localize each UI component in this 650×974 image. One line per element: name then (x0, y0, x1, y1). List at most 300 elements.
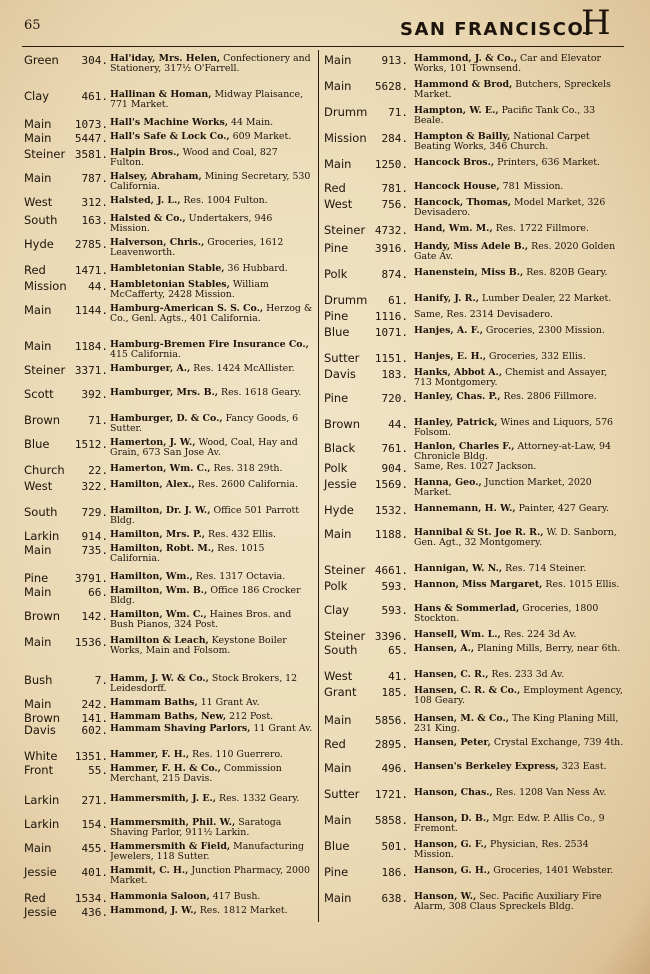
listing-description: Wood, Coal, Hay and Grain, 673 San Jose Av. (110, 438, 298, 459)
phone-number: 5856. (374, 714, 408, 727)
phone-number: 904. (381, 462, 408, 475)
exchange-name: Main (324, 53, 352, 67)
listing-description: Res. 2806 Fillmore. (500, 392, 597, 402)
listing-text (110, 196, 314, 206)
listing-text (414, 604, 624, 625)
phone-number: 1184. (74, 340, 108, 353)
phone-number: 65. (388, 644, 408, 657)
exchange-name: Larkin (24, 529, 60, 543)
exchange-name: Main (24, 543, 52, 557)
phone-number: 61. (388, 294, 408, 307)
listing-name: Hanjes, A. F., (414, 326, 483, 336)
phone-number: 271. (81, 794, 108, 807)
listing-description: Keystone Boiler Works, Main and Folsom. (110, 636, 287, 657)
phone-number: 44. (388, 418, 408, 431)
phone-number: 4732. (374, 224, 408, 237)
exchange-name: Sutter (324, 351, 360, 365)
phone-number: 186. (381, 866, 408, 879)
listing-name: Halsted & Co., (110, 214, 186, 224)
phone-number: 1534. (74, 892, 108, 905)
listing-description: Res. 224 3d Av. (500, 630, 577, 640)
exchange-name: Larkin (24, 817, 60, 831)
listing-text (414, 418, 624, 439)
phone-number: 401. (81, 866, 108, 879)
phone-number: 183. (381, 368, 408, 381)
listing-name: Hamerton, Wm. C., (110, 464, 211, 474)
listing-name: Hammersmith & Field, (110, 842, 231, 852)
listing-text (110, 636, 314, 657)
listing-name: Hannemann, H. W., (414, 504, 516, 514)
listing-text (414, 268, 624, 278)
listing-text (110, 892, 314, 902)
listing-name: Hamburg-Bremen Fire Insurance Co., (110, 340, 309, 350)
listing-text (414, 738, 624, 748)
listing-name: Hammersmith, J. E., (110, 794, 217, 804)
phone-number: 304. (81, 54, 108, 67)
listing-name: Hanify, J. R., (414, 294, 479, 304)
exchange-name: Red (324, 181, 346, 195)
phone-number: 756. (381, 198, 408, 211)
exchange-name: Brown (24, 413, 61, 427)
listing-description: Car and Elevator Works, 101 Townsend. (414, 54, 601, 75)
exchange-name: Brown (324, 417, 361, 431)
exchange-name: Front (24, 763, 54, 777)
exchange-name: Mission (324, 131, 367, 145)
listing-name: Hamilton & Leach, (110, 636, 209, 646)
phone-number: 1188. (374, 528, 408, 541)
phone-number: 787. (81, 172, 108, 185)
listing-description: Commission Merchant, 215 Davis. (110, 764, 282, 785)
listing-text (110, 610, 314, 631)
exchange-name: Main (324, 891, 352, 905)
listing-description: Res. 1424 McAllister. (190, 364, 295, 374)
listing-description: Res. 2020 Golden Gate Av. (414, 242, 616, 263)
phone-number: 1721. (374, 788, 408, 801)
listing-name: Hamburger, Mrs. B., (110, 388, 219, 398)
phone-number: 142. (81, 610, 108, 623)
exchange-name: Jessie (324, 477, 357, 491)
listing-description: Lumber Dealer, 22 Market. (478, 294, 612, 304)
phone-number: 455. (81, 842, 108, 855)
exchange-name: Church (24, 463, 65, 477)
exchange-name: Davis (324, 367, 356, 381)
phone-number: 185. (381, 686, 408, 699)
phone-number: 602. (81, 724, 108, 737)
listing-text (414, 392, 624, 402)
listing-description: Junction Market, 2020 Market. (414, 478, 592, 499)
phone-number: 729. (81, 506, 108, 519)
listing-description: Manufacturing Jewelers, 118 Sutter. (110, 842, 305, 863)
listing-name: Hans & Sommerlad, (414, 604, 520, 614)
phone-number: 3791. (74, 572, 108, 585)
listing-name: Hamilton, Wm. B., (110, 586, 208, 596)
exchange-name: Davis (24, 723, 56, 737)
listing-description: Model Market, 326 Devisadero. (414, 198, 606, 219)
phone-number: 2785. (74, 238, 108, 251)
listing-description: Res. 1812 Market. (196, 906, 288, 916)
listing-name: Hanlon, Charles F., (414, 442, 515, 452)
listing-text (110, 280, 314, 301)
listing-text (110, 572, 314, 582)
listing-text (414, 840, 624, 861)
listing-description: Res. 233 3d Av. (488, 670, 565, 680)
listing-description: Mining Secretary, 530 California. (110, 172, 311, 193)
listing-name: Hanks, Abbot A., (414, 368, 503, 378)
listing-text (414, 564, 624, 574)
listing-description: Res. 318 29th. (210, 464, 283, 474)
listing-description: Undertakers, 946 Mission. (110, 214, 273, 235)
listing-description: Butchers, Spreckels Market. (414, 80, 611, 101)
listing-text (414, 442, 624, 463)
listing-name: Hansen, M. & Co., (414, 714, 510, 724)
listing-description: Saratoga Shaving Parlor, 911½ Larkin. (110, 818, 282, 839)
exchange-name: Polk (324, 579, 348, 593)
page-header (0, 0, 650, 48)
listing-text (414, 106, 624, 127)
listing-name: Hancock House, (414, 182, 500, 192)
exchange-name: Pine (324, 241, 349, 255)
listing-description: Res. 1618 Geary. (218, 388, 302, 398)
listing-name: Halsted, J. L., (110, 196, 181, 206)
exchange-name: Main (324, 813, 352, 827)
listing-text (414, 198, 624, 219)
listing-text (414, 326, 624, 336)
exchange-name: West (24, 479, 53, 493)
listing-description: 11 Grant Av. (250, 724, 313, 734)
listing-name: Hammam Baths, New, (110, 712, 227, 722)
listing-text (110, 54, 314, 75)
phone-number: 1116. (374, 310, 408, 323)
listing-description: Groceries, 1612 Leavenworth. (110, 238, 284, 259)
listing-description: 11 Grant Av. (197, 698, 260, 708)
listing-name: Hannibal & St. Joe R. R., (414, 528, 544, 538)
listing-text (110, 172, 314, 193)
exchange-name: Main (324, 157, 352, 171)
listing-description: William McCafferty, 2428 Mission. (110, 280, 269, 301)
phone-number: 914. (81, 530, 108, 543)
phone-number: 1536. (74, 636, 108, 649)
listing-text (110, 674, 314, 695)
exchange-name: Main (24, 131, 52, 145)
phone-number: 44. (88, 280, 108, 293)
phone-number: 41. (388, 670, 408, 683)
phone-number: 1532. (374, 504, 408, 517)
phone-number: 5628. (374, 80, 408, 93)
listing-name: Hamm, J. W. & Co., (110, 674, 209, 684)
phone-number: 501. (381, 840, 408, 853)
listing-name: Hamburger, A., (110, 364, 191, 374)
listing-name: Hanenstein, Miss B., (414, 268, 524, 278)
phone-number: 3581. (74, 148, 108, 161)
listing-name: Hanson, G. H., (414, 866, 491, 876)
listing-text (414, 294, 624, 304)
listing-name: Hanson, G. F., (414, 840, 488, 850)
listing-name: Hambletonian Stable, (110, 264, 225, 274)
listing-description: Res. 1015 California. (110, 544, 265, 565)
exchange-name: Pine (324, 865, 349, 879)
listing-text (110, 148, 314, 169)
listing-text (110, 794, 314, 804)
phone-number: 1144. (74, 304, 108, 317)
listing-text (110, 818, 314, 839)
listing-description: Res. 1015 Ellis. (542, 580, 620, 590)
phone-number: 22. (88, 464, 108, 477)
listing-text (110, 132, 314, 142)
listing-description: Office 186 Crocker Bldg. (110, 586, 301, 607)
phone-number: 71. (88, 414, 108, 427)
listing-text (110, 464, 314, 474)
listing-description: Groceries, 332 Ellis. (485, 352, 586, 362)
listing-name: Hammonia Saloon, (110, 892, 210, 902)
section-letter: H (581, 3, 611, 43)
listing-name: Hansell, Wm. L., (414, 630, 501, 640)
exchange-name: Red (324, 737, 346, 751)
listing-description: Fancy Goods, 6 Sutter. (110, 414, 299, 435)
exchange-name: Blue (324, 325, 350, 339)
phone-number: 392. (81, 388, 108, 401)
exchange-name: Polk (324, 461, 348, 475)
listing-text (110, 866, 314, 887)
listing-description: Groceries, 2300 Mission. (482, 326, 605, 336)
listing-text (110, 364, 314, 374)
exchange-name: West (24, 195, 53, 209)
listing-name: Hancock Bros., (414, 158, 495, 168)
listing-name: Hanson, D. B., (414, 814, 490, 824)
phone-number: 1351. (74, 750, 108, 763)
phone-number: 3371. (74, 364, 108, 377)
listing-text (414, 182, 624, 192)
listing-description: 781 Mission. (499, 182, 564, 192)
listing-text (414, 132, 624, 153)
exchange-name: Blue (24, 437, 50, 451)
listing-name: Hammersmith, Phil. W., (110, 818, 236, 828)
phone-number: 55. (88, 764, 108, 777)
phone-number: 2895. (374, 738, 408, 751)
exchange-name: Main (324, 79, 352, 93)
listing-name: Hambletonian Stables, (110, 280, 230, 290)
listing-text (110, 340, 314, 361)
listing-description: Res. 1208 Van Ness Av. (492, 788, 607, 798)
listing-text (414, 242, 624, 263)
listing-description: Wines and Liquors, 576 Folsom. (414, 418, 614, 439)
listing-text (414, 866, 624, 876)
listing-text (110, 724, 314, 734)
listing-name: Hammer, F. H. & Co., (110, 764, 221, 774)
listing-description: Haines Bros. and Bush Pianos, 324 Post. (110, 610, 292, 631)
listing-description: 415 California. (110, 349, 181, 361)
exchange-name: Jessie (24, 865, 57, 879)
listing-text (414, 478, 624, 499)
listing-text (414, 310, 624, 320)
phone-number: 7. (94, 674, 108, 687)
exchange-name: Hyde (324, 503, 354, 517)
phone-number: 913. (381, 54, 408, 67)
listing-name: Handy, Miss Adele B., (414, 242, 529, 252)
phone-number: 66. (88, 586, 108, 599)
listing-description: Pacific Tank Co., 33 Beale. (414, 106, 596, 127)
listing-text (110, 480, 314, 490)
listing-text (110, 712, 314, 722)
phone-number: 163. (81, 214, 108, 227)
exchange-name: Main (24, 585, 52, 599)
listing-name: Hampton, W. E., (414, 106, 499, 116)
exchange-name: Main (24, 697, 52, 711)
exchange-name: Steiner (324, 223, 366, 237)
phone-number: 496. (381, 762, 408, 775)
phone-number: 242. (81, 698, 108, 711)
exchange-name: Grant (324, 685, 357, 699)
listing-name: Hannigan, W. N., (414, 564, 503, 574)
exchange-name: Pine (24, 571, 49, 585)
listing-description: Res. 1317 Octavia. (192, 572, 286, 582)
listing-name: Hamilton, Mrs. P., (110, 530, 206, 540)
phone-number: 461. (81, 90, 108, 103)
exchange-name: Sutter (324, 787, 360, 801)
phone-number: 720. (381, 392, 408, 405)
listing-description: Res. 2600 California. (194, 480, 298, 490)
listing-name: Hall's Machine Works, (110, 118, 229, 128)
listing-text (110, 586, 314, 607)
listing-name: Hallinan & Homan, (110, 90, 212, 100)
listing-text (110, 698, 314, 708)
listing-name: Hamilton, Robt. M., (110, 544, 215, 554)
phone-number: 322. (81, 480, 108, 493)
listing-name: Hannon, Miss Margaret, (414, 580, 543, 590)
listing-description: Res. 1004 Fulton. (180, 196, 268, 206)
listing-description: Same, Res. 2314 Devisadero. (414, 310, 553, 320)
listing-text (414, 644, 624, 654)
listing-text (110, 414, 314, 435)
exchange-name: Main (324, 761, 352, 775)
listing-description: 44 Main. (228, 118, 274, 128)
listing-text (110, 544, 314, 565)
listing-description: Groceries, 1401 Webster. (490, 866, 614, 876)
listing-name: Hansen's Berkeley Express, (414, 762, 559, 772)
phone-number: 284. (381, 132, 408, 145)
exchange-name: Blue (324, 839, 350, 853)
listing-description: Chemist and Assayer, 713 Montgomery. (414, 368, 608, 389)
phone-number: 71. (388, 106, 408, 119)
exchange-name: Main (24, 303, 52, 317)
exchange-name: Mission (24, 279, 67, 293)
listing-description: Res. 820B Geary. (523, 268, 608, 278)
listing-name: Hall's Safe & Lock Co., (110, 132, 230, 142)
phone-number: 1073. (74, 118, 108, 131)
listing-text (414, 714, 624, 735)
listing-name: Hamilton, Wm., (110, 572, 193, 582)
listing-name: Hand, Wm. M., (414, 224, 493, 234)
listing-text (414, 788, 624, 798)
phone-number: 4661. (374, 564, 408, 577)
listing-text (414, 630, 624, 640)
listing-text (110, 90, 314, 111)
listing-name: Hansen, C. R. & Co., (414, 686, 521, 696)
listing-description: Res. 110 Guerrero. (189, 750, 283, 760)
exchange-name: Red (24, 891, 46, 905)
listing-text (110, 530, 314, 540)
phone-number: 3396. (374, 630, 408, 643)
page-number: 65 (24, 18, 41, 33)
listing-text (414, 580, 624, 590)
page-title: SAN FRANCISCO. (400, 19, 593, 40)
phone-number: 593. (381, 604, 408, 617)
exchange-name: White (24, 749, 58, 763)
phone-number: 874. (381, 268, 408, 281)
listing-name: Hammam Shaving Parlors, (110, 724, 251, 734)
listing-description: Groceries, 1800 Stockton. (414, 604, 599, 625)
listing-text (110, 388, 314, 398)
listing-name: Hansen, A., (414, 644, 475, 654)
exchange-name: Clay (324, 603, 350, 617)
listing-name: Hammit, C. H., (110, 866, 189, 876)
listing-text (110, 764, 314, 785)
exchange-name: Main (24, 841, 52, 855)
listing-text (414, 670, 624, 680)
exchange-name: Polk (324, 267, 348, 281)
exchange-name: Clay (24, 89, 50, 103)
listing-name: Hamburg-American S. S. Co., (110, 304, 264, 314)
listing-name: Hammond, J. W., (110, 906, 197, 916)
phone-number: 781. (381, 182, 408, 195)
listing-text (414, 814, 624, 835)
exchange-name: Steiner (24, 363, 66, 377)
listing-name: Halpin Bros., (110, 148, 180, 158)
listing-text (110, 906, 314, 916)
exchange-name: Pine (324, 391, 349, 405)
phone-number: 1569. (374, 478, 408, 491)
listing-text (414, 368, 624, 389)
exchange-name: Green (24, 53, 59, 67)
listing-text (414, 892, 624, 913)
listing-name: Hanjes, E. H., (414, 352, 486, 362)
phone-number: 1471. (74, 264, 108, 277)
phone-number: 761. (381, 442, 408, 455)
exchange-name: Scott (24, 387, 54, 401)
listing-description: 36 Hubbard. (224, 264, 288, 274)
listing-text (110, 118, 314, 128)
listing-description: Crystal Exchange, 739 4th. (490, 738, 624, 748)
listing-name: Hanson, W., (414, 892, 477, 902)
listing-description: Attorney-at-Law, 94 Chronicle Bldg. (414, 442, 611, 463)
listing-description: Planing Mills, Berry, near 6th. (474, 644, 621, 654)
phone-number: 593. (381, 580, 408, 593)
listing-name: Hammer, F. H., (110, 750, 190, 760)
phone-number: 5447. (74, 132, 108, 145)
listing-text (414, 352, 624, 362)
listing-name: Hamilton, Dr. J. W., (110, 506, 211, 516)
listing-description: Res. 1332 Geary. (216, 794, 300, 804)
phone-number: 1512. (74, 438, 108, 451)
listing-text (414, 158, 624, 168)
listing-description: Res. 714 Steiner. (502, 564, 587, 574)
phone-number: 3916. (374, 242, 408, 255)
listing-description: W. D. Sanborn, Gen. Agt., 32 Montgomery. (414, 528, 617, 549)
listing-name: Hanson, Chas., (414, 788, 493, 798)
phone-number: 1071. (374, 326, 408, 339)
listing-text (414, 528, 624, 549)
listing-text (414, 504, 624, 514)
listing-name: Hanley, Chas. P., (414, 392, 501, 402)
listing-description: Printers, 636 Market. (494, 158, 601, 168)
listing-description: National Carpet Beating Works, 346 Church. (414, 132, 590, 153)
exchange-name: Hyde (24, 237, 54, 251)
column-divider (318, 50, 319, 922)
listing-name: Hanley, Patrick, (414, 418, 498, 428)
exchange-name: Black (324, 441, 356, 455)
exchange-name: Main (324, 713, 352, 727)
exchange-name: Steiner (324, 563, 366, 577)
listing-description: Stock Brokers, 12 Leidesdorff. (110, 674, 298, 695)
